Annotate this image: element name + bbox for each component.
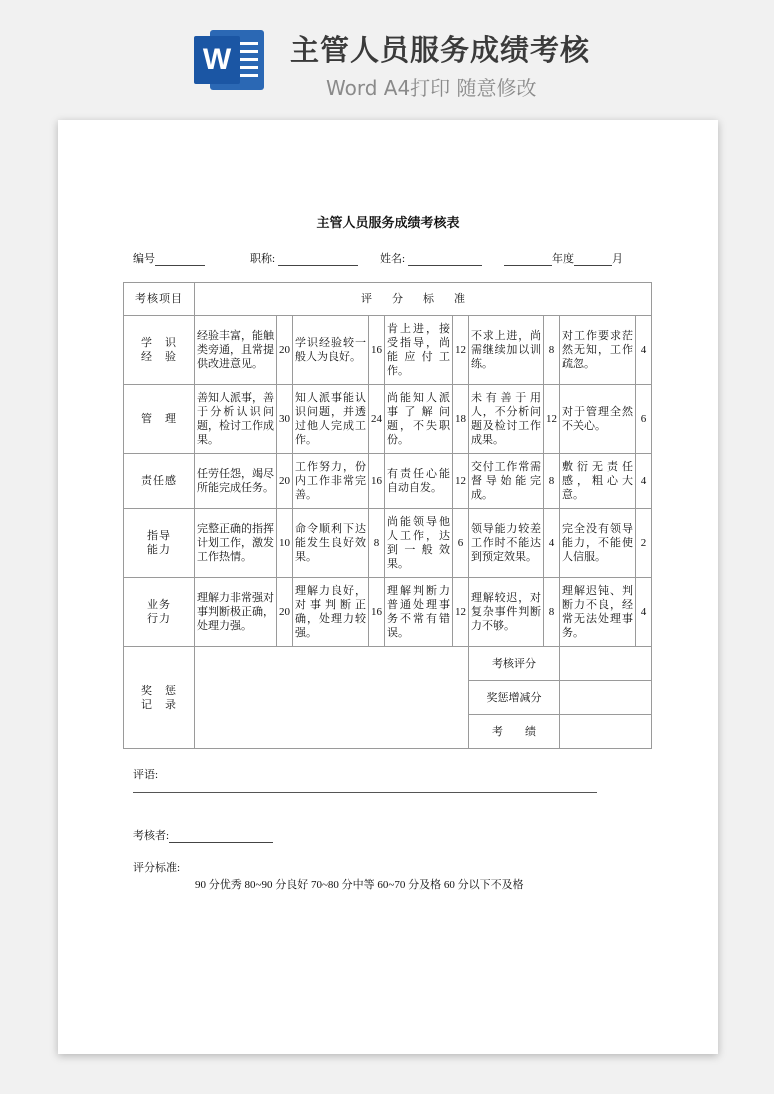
level-desc: 工作努力，份内工作非常完善。 [293,454,369,509]
level-desc: 交付工作常需督导始能完成。 [469,454,544,509]
table-row [124,509,652,578]
row-item: 责任感 [124,454,195,509]
level-score: 12 [453,454,469,509]
level-desc: 完整正确的指挥计划工作，激发工作热情。 [195,509,277,578]
word-icon-line [238,42,258,45]
row-item: 指导 能力 [124,509,195,578]
level-score: 16 [369,578,385,647]
level-desc: 敷衍无责任感，粗心大意。 [560,454,636,509]
adjust-label: 奖惩增减分 [469,681,560,715]
comment-label: 评语: [133,769,159,781]
level-desc: 对工作要求茫然无知，工作疏忽。 [560,316,636,385]
level-desc: 经验丰富，能触类旁通，且常提供改进意见。 [195,316,277,385]
level-score: 16 [369,316,385,385]
month-label: 月 [612,253,623,265]
position-blank[interactable] [278,254,358,266]
month-blank[interactable] [574,254,612,266]
level-desc: 领导能力较差工作时不能达到预定效果。 [469,509,544,578]
comment-line[interactable] [133,792,597,793]
row-item: 学 识 经 验 [124,316,195,385]
number-label: 编号 [133,253,155,265]
document-page [58,120,718,1054]
table-row [124,454,652,509]
word-icon-line [238,74,258,77]
level-desc: 尚能领导他人工作，达到一般效果。 [385,509,453,578]
table-row [124,578,652,647]
word-icon-letter: W [194,36,240,84]
word-icon-line [238,50,258,53]
level-desc: 学识经验较一般人为良好。 [293,316,369,385]
table-header-row [124,283,652,316]
level-score: 4 [636,454,652,509]
result-label: 考 绩 [469,715,560,749]
result-value[interactable] [560,715,652,749]
document-body [58,120,718,1054]
reward-row [124,647,652,681]
word-icon-line [238,58,258,61]
year-blank[interactable] [504,254,552,266]
level-desc: 理解力良好，对事判断正确，处理力较强。 [293,578,369,647]
level-score: 12 [453,578,469,647]
template-banner [0,0,774,110]
level-desc: 完全没有领导能力，不能使人信服。 [560,509,636,578]
standard-label: 评分标准: [133,862,181,874]
level-desc: 有责任心能自动自发。 [385,454,453,509]
name-field[interactable] [380,250,482,266]
banner-subtitle: Word A4打印 随意修改 [326,76,537,100]
position-field[interactable] [250,250,358,266]
adjust-value[interactable] [560,681,652,715]
level-score: 6 [636,385,652,454]
level-score: 30 [277,385,293,454]
name-label: 姓名: [380,253,406,265]
level-score: 4 [636,578,652,647]
level-desc: 理解判断力普通处理事务不常有错误。 [385,578,453,647]
level-score: 24 [369,385,385,454]
level-desc: 理解力非常强对事判断极正确，处理力强。 [195,578,277,647]
reward-record-area[interactable] [195,647,469,749]
level-desc: 善知人派事，善于分析认识问题，检讨工作成果。 [195,385,277,454]
level-desc: 肯上进，接受指导，尚能应付工作。 [385,316,453,385]
level-score: 2 [636,509,652,578]
level-score: 20 [277,454,293,509]
level-desc: 理解迟钝、判断力不良，经常无法处理事务。 [560,578,636,647]
level-desc: 知人派事能认识问题，并透过他人完成工作。 [293,385,369,454]
level-score: 18 [453,385,469,454]
level-score: 12 [544,385,560,454]
level-desc: 理解较迟，对复杂事件判断力不够。 [469,578,544,647]
level-desc: 不求上进，尚需继续加以训练。 [469,316,544,385]
period-field[interactable] [504,250,623,266]
examiner-blank[interactable] [169,831,273,843]
level-score: 4 [636,316,652,385]
level-desc: 任劳任怨，竭尽所能完成任务。 [195,454,277,509]
level-score: 8 [544,578,560,647]
level-score: 8 [544,454,560,509]
table-row [124,316,652,385]
rating-value[interactable] [560,647,652,681]
row-item: 管 理 [124,385,195,454]
word-document-icon [194,24,264,96]
level-score: 8 [369,509,385,578]
document-title: 主管人员服务成绩考核表 [316,216,460,231]
level-score: 20 [277,316,293,385]
level-score: 6 [453,509,469,578]
name-blank[interactable] [408,254,482,266]
header-item: 考核项目 [124,283,195,316]
number-blank[interactable] [155,254,205,266]
row-item: 业务 行力 [124,578,195,647]
rating-label: 考核评分 [469,647,560,681]
level-desc: 未有善于用人，不分析问题及检讨工作成果。 [469,385,544,454]
word-icon-line [238,66,258,69]
number-field[interactable] [133,250,205,266]
level-score: 4 [544,509,560,578]
standard-text: 90 分优秀 80~90 分良好 70~80 分中等 60~70 分及格 60 分以下不及格 [195,879,524,891]
level-desc: 对于管理全然不关心。 [560,385,636,454]
level-score: 8 [544,316,560,385]
header-standard: 评分标准 [195,283,652,316]
year-label: 年度 [552,253,574,265]
examiner-label: 考核者: [133,830,170,842]
banner-title: 主管人员服务成绩考核 [290,33,591,67]
level-score: 16 [369,454,385,509]
evaluation-table [123,282,652,749]
level-score: 10 [277,509,293,578]
level-desc: 尚能知人派事了解问题，不失职份。 [385,385,453,454]
level-score: 20 [277,578,293,647]
reward-label: 奖 惩 记 录 [124,647,195,749]
level-desc: 命令顺利下达能发生良好效果。 [293,509,369,578]
table-row [124,385,652,454]
position-label: 职称: [250,253,276,265]
examiner-field[interactable] [133,827,273,843]
level-score: 12 [453,316,469,385]
